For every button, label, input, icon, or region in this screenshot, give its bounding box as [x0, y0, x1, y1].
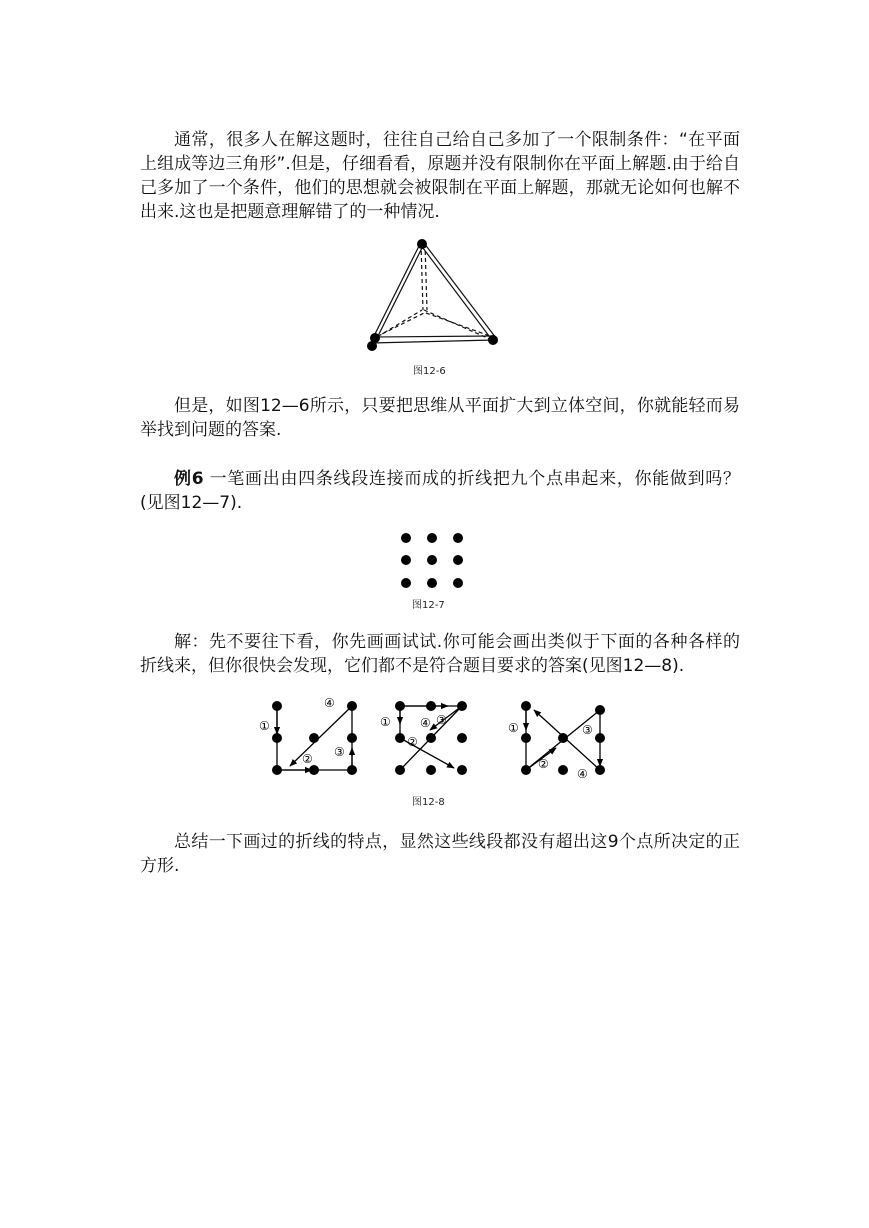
- paragraph-example-6: [140, 467, 740, 515]
- vertex-apex: [417, 239, 427, 249]
- nine-dots-figure: [395, 528, 469, 592]
- figure-12-7-caption: 图12-7: [412, 600, 445, 611]
- hidden-edge-right: [424, 310, 492, 340]
- marker: ②: [538, 757, 549, 771]
- dot: [453, 555, 463, 565]
- dot: [401, 555, 411, 565]
- dot: [427, 578, 437, 588]
- paragraph-3d-solution: 但是，如图12—6所示，只要把思维从平面扩大到立体空间，你就能轻而易举找到问题的答案.: [140, 396, 740, 440]
- edge-bottom: [372, 340, 494, 343]
- marker: ④: [577, 767, 588, 781]
- marker: ①: [259, 719, 270, 733]
- edge-left: [372, 244, 420, 340]
- dot: [453, 533, 463, 543]
- dot: [401, 578, 411, 588]
- marker: ①: [508, 721, 519, 735]
- figure-12-8-caption: 图12-8: [412, 797, 445, 808]
- attempt-a: [259, 696, 357, 775]
- paragraph-summary: 总结一下画过的折线的特点，显然这些线段都没有超出这9个点所决定的正方形.: [140, 832, 740, 876]
- example-text: 一笔画出由四条线段连接而成的折线把九个点串起来，你能做到吗？(见图12—7).: [140, 469, 740, 513]
- vertex-right: [488, 335, 498, 345]
- dot: [427, 533, 437, 543]
- marker: ③: [582, 723, 593, 737]
- paragraph-solution: 解：先不要往下看，你先画画试试.你可能会画出类似于下面的各种各样的折线来，但你很快会发现，它们都不是符合题目要求的答案(见图12—8).: [140, 632, 740, 676]
- marker: ④: [324, 696, 335, 710]
- edge-right: [420, 244, 492, 340]
- marker: ②: [407, 735, 418, 749]
- hidden-edge-top: [421, 244, 423, 310]
- attempt-b: [380, 701, 467, 775]
- marker: ②: [302, 752, 313, 766]
- marker: ③: [334, 745, 345, 759]
- dot: [453, 578, 463, 588]
- figure-12-6-caption: 图12-6: [413, 366, 446, 377]
- attempt-c: [508, 701, 605, 781]
- marker: ③: [436, 713, 447, 727]
- marker: ①: [380, 715, 391, 729]
- failed-attempts-figure: [250, 690, 620, 786]
- dot: [401, 533, 411, 543]
- paragraph-plane-constraint: 通常，很多人在解这题时，往往自己给自己多加了一个限制条件：“在平面上组成等边三角形”.但是，仔细看看，原题并没有限制你在平面上解题.由于给自己多加了一个条件，他们的思想就会被限制在平面上解题，那就无论如何也解不出来.这也是把题意理解错了的一种情况.: [140, 130, 740, 222]
- dot: [427, 555, 437, 565]
- vertex-left: [367, 341, 377, 351]
- tetrahedron-figure: [362, 236, 504, 356]
- marker: ④: [420, 716, 431, 730]
- example-label: 例6: [174, 469, 204, 489]
